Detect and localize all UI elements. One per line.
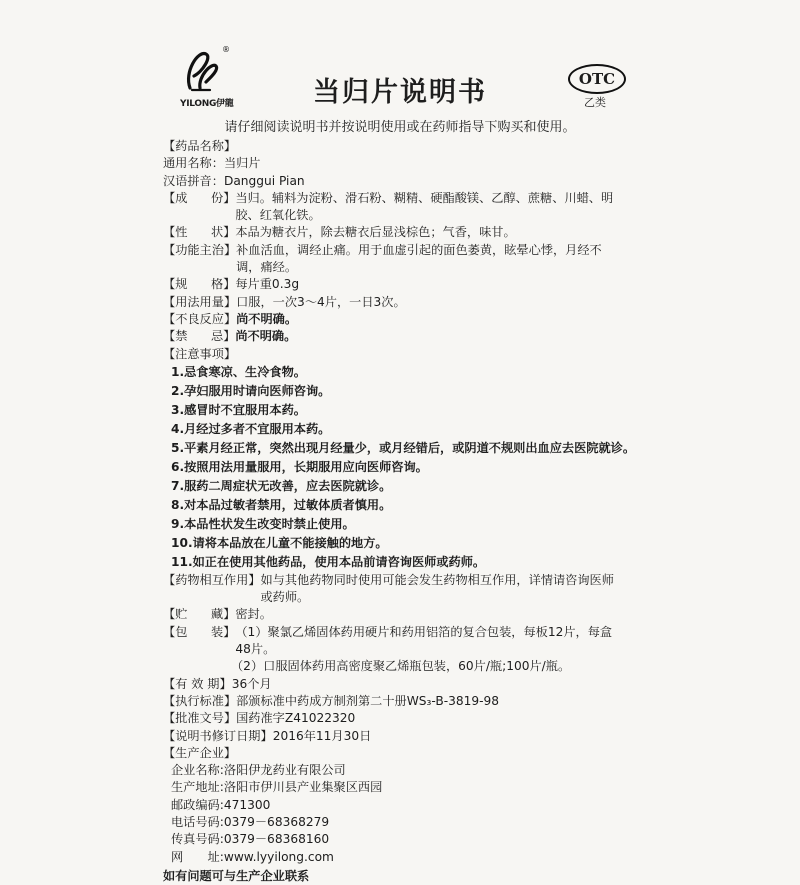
- precautions-header: 【注意事项】: [163, 346, 237, 361]
- precaution-item: 2.孕妇服用时请向医师咨询。: [171, 383, 331, 398]
- manufacturer-phone: 电话号码:0379－68368279: [171, 815, 330, 830]
- adverse-label: 【不良反应】: [163, 311, 237, 326]
- interactions-section: [163, 572, 623, 607]
- drug-name-header: 【药品名称】: [163, 139, 237, 153]
- adverse-section: [163, 311, 623, 328]
- validity-value: 36个月: [231, 676, 272, 691]
- dosage-value: 口服，一次3～4片，一日3次。: [236, 294, 406, 309]
- standard-label: 【执行标准】: [163, 693, 237, 708]
- indications-section: [163, 242, 623, 277]
- interactions-value: 如与其他药物同时使用可能会发生药物相互作用，详情请咨询医师或药师。: [260, 572, 614, 605]
- manufacturer-name: 企业名称:洛阳伊龙药业有限公司: [171, 763, 346, 778]
- storage-label: 【 贮 藏 】: [163, 607, 236, 622]
- revision-label: 【说明书修订日期】: [163, 728, 273, 743]
- validity-label: 【有 效 期】: [163, 676, 232, 691]
- validity-section: [163, 676, 623, 693]
- dosage-section: [163, 294, 623, 311]
- interactions-label: 【药物相互作用】: [163, 572, 261, 587]
- standard-section: [163, 693, 623, 710]
- precaution-item: 10.请将本品放在儿童不能接触的地方。: [171, 535, 388, 550]
- leaflet-body: [163, 138, 636, 885]
- revision-value: 2016年11月30日: [272, 728, 372, 743]
- revision-section: [163, 728, 623, 745]
- specification-value: 每片重0.3g: [235, 277, 300, 292]
- precaution-item: 1.忌食寒凉、生冷食物。: [171, 364, 306, 379]
- manufacturer-postal: 邮政编码:471300: [171, 797, 271, 812]
- ingredients-value: 当归。辅料为淀粉、滑石粉、糊精、硬酯酸镁、乙醇、蔗糖、川蜡、明胶、红氧化铁。: [235, 190, 614, 223]
- indications-value: 补血活血，调经止痛。用于血虚引起的面色萎黄，眩晕心悸，月经不调，痛经。: [236, 242, 602, 275]
- generic-name: 通用名称：当归片: [163, 156, 261, 171]
- ingredients-section: [163, 190, 623, 225]
- specification-section: [163, 276, 623, 293]
- adverse-value: 尚不明确。: [236, 311, 298, 326]
- package-value-2: （2）口服固体药用高密度聚乙烯瓶包装，60片/瓶;100片/瓶。: [231, 659, 571, 674]
- indications-label: 【功能主治】: [163, 242, 237, 257]
- contraindications-section: [163, 328, 623, 345]
- description-value: 本品为糖衣片，除去糖衣后显浅棕色；气香，味甘。: [235, 225, 516, 240]
- approval-label: 【批准文号】: [163, 711, 237, 726]
- approval-section: [163, 710, 623, 727]
- package-label: 【 包 装 】: [163, 624, 236, 639]
- pinyin-name: 汉语拼音：Danggui Pian: [163, 173, 305, 188]
- package-section: [163, 624, 623, 659]
- otc-mark: OTC: [568, 64, 626, 94]
- precautions-list: [163, 363, 636, 572]
- precaution-item: 7.服药二周症状无改善，应去医院就诊。: [171, 478, 392, 493]
- manufacturer-address: 生产地址:洛阳市伊川县产业集聚区西园: [171, 780, 383, 795]
- storage-value: 密封。: [235, 607, 272, 622]
- usage-notice: 请仔细阅读说明书并按说明使用或在药师指导下购买和使用。: [224, 120, 576, 135]
- contraindications-label: 【 禁 忌 】: [163, 329, 236, 344]
- contact-footer: 如有问题可与生产企业联系: [163, 868, 310, 883]
- contraindications-value: 尚不明确。: [235, 329, 297, 344]
- manufacturer-fax: 传真号码:0379－68368160: [171, 832, 330, 847]
- precaution-item: 5.平素月经正常，突然出现月经量少，或月经错后，或阴道不规则出血应去医院就诊。: [171, 440, 636, 455]
- registered-mark: ®: [222, 45, 230, 54]
- precaution-item: 11.如正在使用其他药品，使用本品前请咨询医师或药师。: [171, 554, 486, 569]
- precaution-item: 8.对本品过敏者禁用，过敏体质者慎用。: [171, 497, 392, 512]
- brand-logo-text: YILONG伊龍: [180, 99, 234, 109]
- approval-value: 国药准字Z41022320: [236, 711, 356, 726]
- standard-value: 部颁标准中药成方制剂第二十册WS₃-B-3819-98: [236, 693, 500, 708]
- dosage-label: 【用法用量】: [163, 294, 237, 309]
- ingredients-label: 【 成 份 】: [163, 190, 236, 205]
- manufacturer-website: 网 址:www.lyyilong.com: [171, 849, 334, 864]
- precaution-item: 9.本品性状发生改变时禁止使用。: [171, 516, 355, 531]
- precaution-item: 4.月经过多者不宜服用本药。: [171, 421, 331, 436]
- specification-label: 【 规 格 】: [163, 277, 236, 292]
- description-section: [163, 224, 623, 241]
- document-title: 当归片说明书: [313, 77, 487, 108]
- precaution-item: 6.按照用法用量服用，长期服用应向医师咨询。: [171, 459, 428, 474]
- description-label: 【 性 状 】: [163, 225, 236, 240]
- storage-section: [163, 606, 623, 623]
- manufacturer-header: 【生产企业】: [163, 745, 237, 760]
- precaution-item: 3.感冒时不宜服用本药。: [171, 402, 306, 417]
- otc-category: 乙类: [584, 96, 606, 109]
- package-value-1: （1）聚氯乙烯固体药用硬片和药用铝箔的复合包装，每板12片，每盒48片。: [235, 624, 613, 657]
